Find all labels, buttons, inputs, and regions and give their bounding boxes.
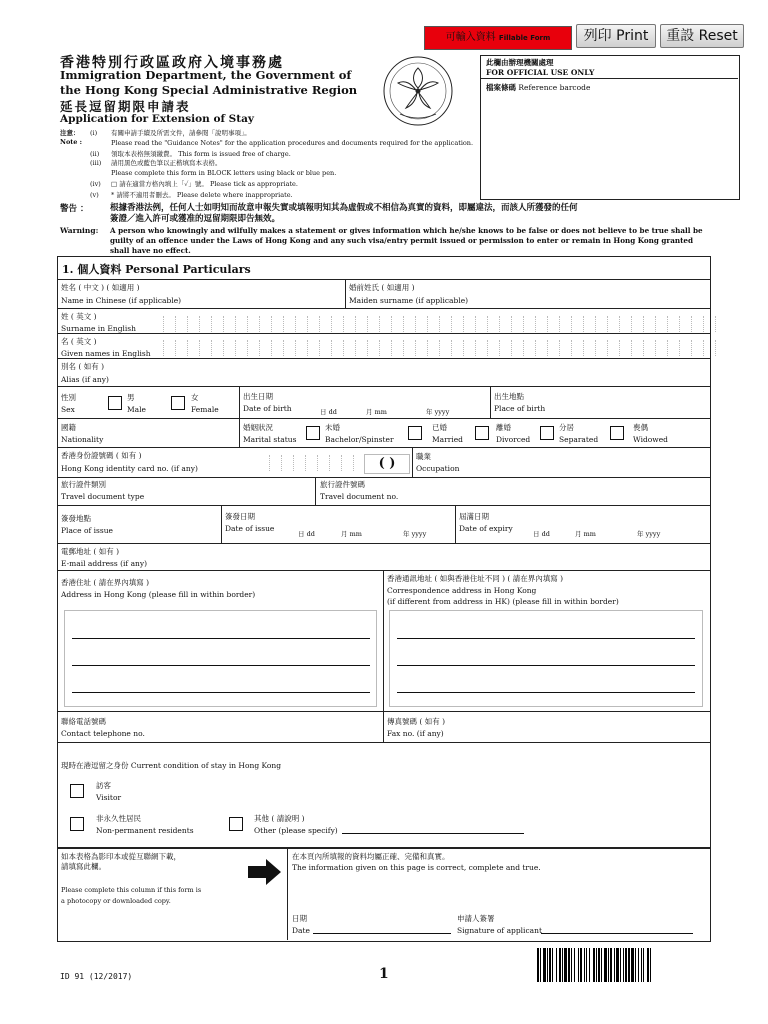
nonperm-label: 非永久性居民 xyxy=(96,814,141,823)
poi-label: 簽發地點 xyxy=(61,514,91,523)
visitor-label-en: Visitor xyxy=(96,793,122,802)
hkid-check-digit[interactable]: ( ) xyxy=(364,454,410,474)
td-type-label: 旅行證件類別 xyxy=(61,480,106,489)
section-1-title: 1. 個人資料 Personal Particulars xyxy=(62,263,251,276)
print-button[interactable]: 列印 Print xyxy=(576,24,656,48)
dept-title-zh: 香港特別行政區政府入境事務處 xyxy=(60,55,284,71)
warning-en-3: shall have no effect. xyxy=(110,246,191,255)
declaration-en: The information given on this page is correct, complete and true. xyxy=(292,863,541,872)
signature-label-en: Signature of applicant xyxy=(457,926,542,935)
warning-en-1: A person who knowingly and wilfully makes a statement or gives information which he/she knows to be false or does not believe to be true shall be xyxy=(110,226,703,235)
fillable-en: Fillable Form xyxy=(498,34,551,42)
form-code: ID 91 (12/2017) xyxy=(60,972,133,981)
doi-mm: 月 mm xyxy=(341,530,362,538)
note-label-en: Note : xyxy=(60,138,83,146)
copy-note-zh-1: 如本表格為影印本或從互聯網下載， xyxy=(61,852,181,861)
male-label: 男 xyxy=(127,393,135,402)
ref-zh: 檔案條碼 xyxy=(486,83,516,92)
maiden-label-en: Maiden surname (if applicable) xyxy=(349,296,469,305)
hkid-label-en: Hong Kong identity card no. (if any) xyxy=(61,464,198,473)
poi-label-en: Place of issue xyxy=(61,526,113,535)
female-label: 女 xyxy=(191,393,199,402)
fax-label: 傳真號碼 ( 如有 ) xyxy=(387,717,446,726)
nonperm-label-en: Non-permanent residents xyxy=(96,826,194,835)
warning-zh-1: 根據香港法例，任何人士如明知而故意申報失實或填報明知其為虛假或不相信為真實的資料，即屬違法，而該人所獲發的任何 xyxy=(110,203,578,213)
name-zh-label-en: Name in Chinese (if applicable) xyxy=(61,296,182,305)
exp-mm: 月 mm xyxy=(575,530,596,538)
condition-label xyxy=(61,761,281,770)
surname-label-en: Surname in English xyxy=(61,324,136,333)
doi-label: 簽發日期 xyxy=(225,512,255,521)
note-4-num: (iv) xyxy=(90,180,101,188)
pob-label: 出生地點 xyxy=(494,392,524,401)
copy-note-en-2: a photocopy or downloaded copy. xyxy=(61,897,171,905)
fillable-form-badge xyxy=(424,26,572,50)
dept-title-en-1: Immigration Department, the Government of xyxy=(60,68,352,82)
signature-input[interactable] xyxy=(541,933,693,934)
form-title-en: Application for Extension of Stay xyxy=(60,113,254,125)
marital-separated-checkbox[interactable] xyxy=(540,426,554,440)
expiry-label-en: Date of expiry xyxy=(459,524,513,533)
warning-en-2: guilty of an offence under the Laws of Hong Kong and any such visa/entry permit issued or permission to enter or remain in Hong Kong granted xyxy=(110,236,694,245)
dob-label: 出生日期 xyxy=(243,392,273,401)
warning-label-zh: 警告 ： xyxy=(60,204,89,214)
widowed-label: 喪偶 xyxy=(633,423,648,432)
marital-married-checkbox[interactable] xyxy=(408,426,422,440)
warning-label-en: Warning: xyxy=(60,226,99,235)
dob-label-en: Date of birth xyxy=(243,404,292,413)
divorced-label-en: Divorced xyxy=(496,435,531,444)
separated-label: 分居 xyxy=(559,423,574,432)
copy-note-en-1: Please complete this column if this form is xyxy=(61,886,202,894)
widowed-label-en: Widowed xyxy=(633,435,668,444)
note-1-zh: 有關申請手續及所需文件，請參閱「說明事項」。 xyxy=(111,129,251,137)
condition-other-checkbox[interactable] xyxy=(229,817,243,831)
hkid-input[interactable] xyxy=(258,455,354,471)
reference-barcode-label xyxy=(486,83,590,92)
occupation-label: 職業 xyxy=(416,452,431,461)
note-2: 領取本表格無須繳費。 This form is issued free of charge. xyxy=(111,150,291,158)
single-label-en: Bachelor/Spinster xyxy=(325,435,394,444)
corr-address-label-en-2: (if different from address in HK) (please fill in within border) xyxy=(387,597,619,606)
expiry-label: 屆滿日期 xyxy=(459,512,489,521)
divorced-label: 離婚 xyxy=(496,423,511,432)
given-names-input[interactable] xyxy=(152,340,716,356)
signature-label: 申請人簽署 xyxy=(457,914,495,923)
married-label-en: Married xyxy=(432,435,463,444)
married-label: 已婚 xyxy=(432,423,447,432)
other-specify-input[interactable] xyxy=(342,833,524,834)
marital-label: 婚姻狀況 xyxy=(243,423,273,432)
td-no-label-en: Travel document no. xyxy=(320,492,399,501)
occupation-label-en: Occupation xyxy=(416,464,460,473)
sex-label: 性別 xyxy=(61,393,76,402)
separated-label-en: Separated xyxy=(559,435,599,444)
hk-address-label: 香港住址 ( 請在界內填寫 ) xyxy=(61,578,150,587)
note-1-num: (i) xyxy=(90,129,98,137)
condition-label-zh: 現時在港逗留之身份 xyxy=(61,761,129,770)
marital-widowed-checkbox[interactable] xyxy=(610,426,624,440)
official-use-en: FOR OFFICIAL USE ONLY xyxy=(486,68,595,77)
marital-divorced-checkbox[interactable] xyxy=(475,426,489,440)
note-4: □ 請在適當方格內填上「✓」號。 Please tick as appropriate. xyxy=(111,180,298,188)
condition-visitor-checkbox[interactable] xyxy=(70,784,84,798)
note-3-num: (iii) xyxy=(90,159,102,167)
corr-address-label: 香港通訊地址 ( 如與香港住址不同 ) ( 請在界內填寫 ) xyxy=(387,574,564,583)
email-label: 電郵地址 ( 如有 ) xyxy=(61,547,120,556)
visitor-label: 訪客 xyxy=(96,781,111,790)
male-label-en: Male xyxy=(127,405,146,414)
note-3-en: Please complete this form in BLOCK letters using black or blue pen. xyxy=(111,169,337,177)
pob-label-en: Place of birth xyxy=(494,404,546,413)
corr-address-label-en: Correspondence address in Hong Kong xyxy=(387,586,537,595)
surname-label: 姓 ( 英文 ) xyxy=(61,312,97,321)
single-label: 未婚 xyxy=(325,423,340,432)
ref-en: Reference barcode xyxy=(518,83,591,92)
dob-mm: 月 mm xyxy=(366,408,387,416)
form-title-zh: 延長逗留期限申請表 xyxy=(60,99,191,114)
nationality-label-en: Nationality xyxy=(61,435,104,444)
marital-label-en: Marital status xyxy=(243,435,297,444)
date-label: 日期 xyxy=(292,914,307,923)
tel-label-en: Contact telephone no. xyxy=(61,729,145,738)
date-label-en: Date xyxy=(292,926,310,935)
marital-single-checkbox[interactable] xyxy=(306,426,320,440)
note-label-zh: 注意： xyxy=(60,129,80,137)
other-label-en: Other (please specify) xyxy=(254,826,338,835)
name-zh-label: 姓名 ( 中文 ) ( 如適用 ) xyxy=(61,283,140,292)
td-type-label-en: Travel document type xyxy=(61,492,145,501)
fillable-zh: 可輸入資料 xyxy=(445,32,496,43)
condition-label-en: Current condition of stay in Hong Kong xyxy=(130,761,282,770)
sex-male-checkbox[interactable] xyxy=(108,396,122,410)
page-number: 1 xyxy=(379,966,389,982)
official-divider xyxy=(480,78,738,79)
note-5-num: (v) xyxy=(90,191,99,199)
note-3-zh: 請用黑色或藍色筆以正楷填寫本表格。 xyxy=(111,159,222,167)
dept-title-en-2: the Hong Kong Special Administrative Region xyxy=(60,83,358,97)
warning-zh-2: 簽證／進入許可或獲准的逗留期限即告無效。 xyxy=(110,214,281,224)
hkid-label: 香港身份證號碼 ( 如有 ) xyxy=(61,451,142,460)
official-use-zh: 此欄由辦理機關處理 xyxy=(486,58,554,67)
fax-label-en: Fax no. (if any) xyxy=(387,729,444,738)
exp-dd: 日 dd xyxy=(533,530,550,538)
copy-note-zh-2: 請填寫此欄。 xyxy=(61,862,106,871)
sex-female-checkbox[interactable] xyxy=(171,396,185,410)
email-label-en: E-mail address (if any) xyxy=(61,559,148,568)
condition-nonperm-checkbox[interactable] xyxy=(70,817,84,831)
hksar-emblem-icon xyxy=(370,52,466,130)
reset-button[interactable]: 重設 Reset xyxy=(660,24,744,48)
barcode-bar xyxy=(651,948,653,982)
alias-label-en: Alias (if any) xyxy=(61,375,109,384)
given-names-label: 名 ( 英文 ) xyxy=(61,337,97,346)
note-5: * 請將不適用者刪去。 Please delete where inappropriate. xyxy=(111,191,293,199)
exp-yyyy: 年 yyyy xyxy=(637,530,661,538)
form-barcode xyxy=(537,948,710,982)
maiden-label: 婚前姓氏 ( 如適用 ) xyxy=(349,283,415,292)
tel-label: 聯絡電話號碼 xyxy=(61,717,106,726)
sex-label-en: Sex xyxy=(61,405,75,414)
hk-address-label-en: Address in Hong Kong (please fill in within border) xyxy=(61,590,256,599)
doi-label-en: Date of issue xyxy=(225,524,275,533)
doi-dd: 日 dd xyxy=(298,530,315,538)
arrow-right-icon xyxy=(246,858,282,886)
note-2-num: (ii) xyxy=(90,150,100,158)
declaration-zh: 在本頁內所填報的資料均屬正確、完備和真實。 xyxy=(292,852,450,861)
note-1-en: Please read the "Guidance Notes" for the application procedures and documents required for the application. xyxy=(111,139,474,147)
doi-yyyy: 年 yyyy xyxy=(403,530,427,538)
female-label-en: Female xyxy=(191,405,219,414)
date-input[interactable] xyxy=(313,933,451,934)
td-no-label: 旅行證件號碼 xyxy=(320,480,365,489)
dob-dd: 日 dd xyxy=(320,408,337,416)
nationality-label: 國籍 xyxy=(61,423,76,432)
other-label: 其他 ( 請說明 ) xyxy=(254,814,305,823)
alias-label: 別名 ( 如有 ) xyxy=(61,362,105,371)
given-names-label-en: Given names in English xyxy=(61,349,151,358)
surname-input[interactable] xyxy=(152,316,716,332)
dob-yyyy: 年 yyyy xyxy=(426,408,450,416)
